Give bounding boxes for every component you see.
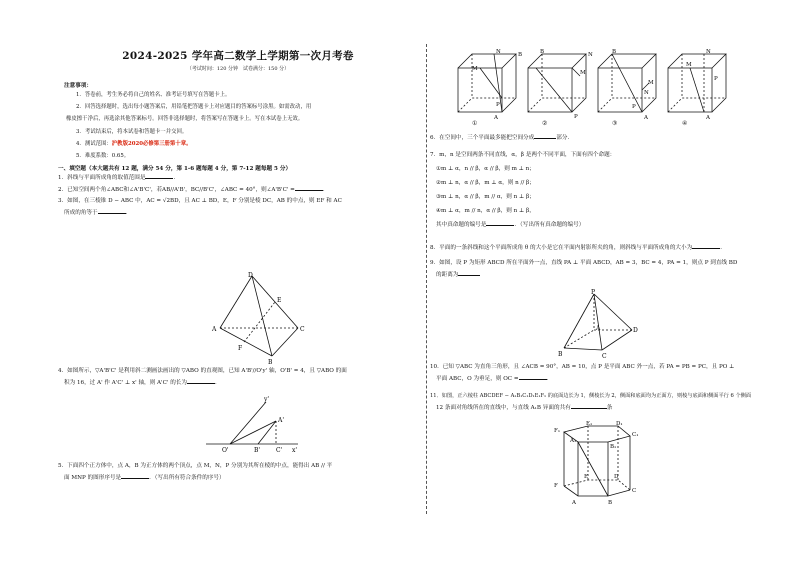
cube1-label-B: B [518,52,523,58]
notice-list [66,89,418,162]
cube2-label-P: P [574,114,578,120]
cube2-label-B: B [540,49,545,55]
question-text: 的距离为 [436,272,459,278]
cube2-label-N: N [588,52,593,58]
question-text: 6．在空间中，三个平面最多能把空间分成 [430,135,535,141]
cube-2 [528,54,586,112]
notice-item: 橡皮擦干净后，再选涂其他答案标号。回答非选择题时，将答案写在答题卡上。写在本试卷上无效。 [66,116,304,123]
cube1-label-P: P [496,102,500,108]
cube1-label-A: A [494,115,498,121]
question-2: 2．已知空间两个角∠ABC和∠A'B'C'，若AB//A'B'，BC//B'C'，∠ABC = 40°，则∠A'B'C' = ． [58,184,418,196]
question-text: 9．如图，设 P 为矩形 ABCD 所在平面外一点，直线 PA ⊥ 平面 ABCD，AB = 3，BC = 4，PA = 1，则点 P 到直线 BD [430,260,738,266]
cube1-label-N: N [496,49,501,55]
question-text: 积为 16，过 A' 作 A'C' ⊥ x' 轴，则 A'C' 的长为 [64,380,187,386]
question-text: 其中真命题的编号是 [436,222,487,228]
question-8: 8．平面的一条斜线和这个平面所成角 θ 的大小是它在平面内射影所夹的角，则斜线与平面所成角的大小为 ． [430,242,780,254]
label-F: F [554,483,558,489]
question-text: 部分． [556,135,574,141]
answer-blank [486,219,514,226]
label-F1: F₁ [554,428,561,434]
question-1: 1．斜线与平面所成角的取值范围是 ． [58,172,418,184]
cube-1 [458,54,516,112]
question-text: 所成的角等于 [64,210,98,217]
label-A-prime: A' [278,417,284,424]
proposition-2: ②m ⊥ n，α // β，m ⊥ α，则 n // β； [436,180,535,186]
answer-blank [145,172,173,179]
notice-heading: 注意事项： [64,83,92,89]
label-E: E [584,474,589,480]
label-D1: D₁ [616,421,623,427]
question-note: （写出所有真命题的编号） [519,222,585,228]
cube3-label-B: B [612,49,617,55]
notice-item: 1．答卷前，考生务必将自己的姓名、准考证号填写在答题卡上。 [76,92,231,98]
cube4-label-N: N [706,49,711,55]
label-E1: E₁ [586,421,593,427]
label-B: B [558,351,563,358]
answer-blank [534,132,556,139]
label-A: A [596,325,601,332]
cube1-label-M: M [472,66,478,72]
notice-range-value: 沪教版2020必修第三册第十章。 [111,140,192,147]
cube4-label-M: M [686,62,692,68]
label-C: C [602,353,607,360]
cube4-label-P: P [714,76,718,82]
label-B: B [268,359,273,366]
cube2-label-M: M [580,70,586,76]
answer-blank [98,207,126,214]
column-divider [426,44,427,514]
cube-number-2: ② [542,120,548,127]
question-text: 4．如图所示，▽A'B'C' 是利用斜二测画法画出的 ▽ABO 的直观图，已知 A'B'//O'y' 轴，O'B' = 4，且 ▽ABO 的面 [58,368,347,374]
label-D: D [633,327,638,334]
question-3: 3．如图，在三棱锥 D − ABC 中，AC = √2BD，且 AC ⊥ BD，E，F 分别是棱 DC，AB 的中点，则 EF 和 AC 所成的角等于 ． [58,196,418,219]
label-D: D [248,272,253,279]
left-column [58,44,418,219]
question-5: 5．下面四个正方体中，点 A，B 为正方体的两个顶点，点 M，N，P 分别为其所在棱的中点，能得出 AB // 平 面 MNP 的图形序号是 ．（写出所有符合条件的序号） [58,461,420,484]
question-text: 1．斜线与平面所成角的取值范围是 [58,175,146,182]
label-B-prime: B' [254,447,261,454]
notice-item [76,138,418,150]
section-heading: 一、填空题（本大题共有 12 题，满分 54 分，第 1-6 题每题 4 分，第 7-12 题每题 5 分） [58,166,292,173]
label-F: F [238,345,243,352]
label-E: E [277,297,282,304]
question-text: 12 条面对角线所在的直线中，与直线 A₁B 异面的共有 [436,405,571,411]
proposition-1: ①m ⊥ α，n // β，α // β，则 m ⊥ n； [436,166,535,172]
exam-subtitle: （考试时间：120 分钟 试卷满分：150 分） [186,66,290,72]
question-text: 面 MNP 的图形序号是 [64,475,122,481]
hexagonal-prism-figure [550,420,654,516]
cube-number-4: ④ [682,120,688,127]
question-text: 7．m，n 是空间两条不同直线，α，β 是两个不同平面，下面有四个命题： [430,152,616,158]
answer-blank [571,402,607,409]
question-6 [430,132,775,144]
label-O-prime: O' [222,447,229,454]
cube3-label-N: N [644,90,649,96]
label-C: C [632,488,637,494]
notice-item: 2．回答选择题时，选出每小题答案后，用铅笔把答题卡上对应题目的答案标号涂黑。如需改动，用 [76,104,312,111]
label-C: C [300,326,305,333]
tetrahedron-figure [200,272,310,366]
exam-title: 2024-2025 学年高二数学上学期第一次月考卷 [122,50,354,62]
question-10: 10．已知 ▽ABC 为直角三角形，且 ∠ACB = 90°，AB = 10，点 P 是平面 ABC 外一点，若 PA = PB = PC，且 PO ⊥ 平面 ABC，O 为垂足，则 OC = ． [430,362,780,385]
question-text: 3．如图，在三棱锥 D − ABC 中，AC = √2BD，且 AC ⊥ BD，E，F 分别是棱 DC，AB 的中点，则 EF 和 AC [58,198,342,205]
cube3-label-A: A [644,115,648,121]
answer-blank [519,373,547,380]
notice-item: 5．难度系数：0.65。 [76,153,130,160]
notice-range-label: 4．测试范围： [76,140,112,147]
question-9 [430,258,780,281]
question-text: 8．平面的一条斜线和这个平面所成角 θ 的大小是它在平面内射影所夹的角，则斜线与平面所成角的大小为 [430,245,693,251]
label-C1: C₁ [632,432,639,438]
question-text: 2．已知空间两个角∠ABC和∠A'B'C'，若AB//A'B'，BC//B'C'，∠ABC = 40°，则∠A'B'C' = [58,187,295,194]
pyramid-figure [556,288,640,360]
label-D: D [614,474,619,480]
cube-number-1: ① [472,120,478,127]
question-text: 5．下面四个正方体中，点 A，B 为正方体的两个顶点，点 M，N，P 分别为其所在棱的中点，能得出 AB // 平 [58,463,333,469]
label-P: P [591,289,596,296]
label-B1: B₁ [610,444,617,450]
notice-item: 3．考试结束后，将本试卷和答题卡一并交回。 [76,128,188,135]
cube3-label-M: M [648,80,654,86]
question-7: 7．m，n 是空间两条不同直线，α，β 是两个不同平面，下面有四个命题： ①m ⊥ α，n // β，α // β，则 m ⊥ n； ②m ⊥ n，α // β，m ⊥ α，则 n // β； ③m ⊥ n，α // β，m // α，则 n ⊥ β； ④m ⊥ α，m // n，α // β，则 n ⊥ β， 其中真命题的编号是 ．（写出所有真命题的编号） [430,148,775,232]
proposition-3: ③m ⊥ n，α // β，m // α，则 n ⊥ β； [436,194,535,200]
question-text: 11．如图，正六棱柱 ABCDEF − A₁B₁C₁D₁E₁F₁ 的底面边长为 1，侧棱长为 2，侧面和底面均为正面方，则棱与底面和侧面平行 6 个侧面 [430,393,752,399]
question-note: （写出所有符合条件的序号） [154,475,225,481]
question-text: 10．已知 ▽ABC 为直角三角形，且 ∠ACB = 90°，AB = 10，点 P 是平面 ABC 外一点，若 PA = PB = PC，且 PO ⊥ [430,364,735,370]
question-text: 平面 ABC，O 为垂足，则 OC = [436,376,519,382]
question-11 [430,391,782,414]
answer-blank [187,377,215,384]
answer-blank [458,269,480,276]
answer-blank [692,242,720,249]
label-A: A [572,500,576,506]
label-A1: A₁ [570,438,577,444]
question-text: 条 [606,405,613,411]
label-B: B [608,500,613,506]
label-C-prime: C' [276,447,283,454]
answer-blank [121,472,149,479]
cube-4 [668,54,726,112]
label-x-axis: x' [292,447,298,454]
cube-number-3: ③ [612,120,618,127]
proposition-4: ④m ⊥ α，m // n，α // β，则 n ⊥ β， [436,208,535,214]
cube4-label-A: A [706,115,710,121]
question-4: 4．如图所示，▽A'B'C' 是利用斜二测画法画出的 ▽ABO 的直观图，已知 A'B'//O'y' 轴，O'B' = 4，且 ▽ABO 的面 积为 16，过 A' 作 A'C' ⊥ x' 轴，则 A'C' 的长为 ． [58,366,420,389]
oblique-axes-figure [204,394,304,460]
answer-blank [295,184,323,191]
cube3-label-P: P [632,104,636,110]
label-y-axis: y' [264,396,270,403]
label-A: A [212,326,217,333]
